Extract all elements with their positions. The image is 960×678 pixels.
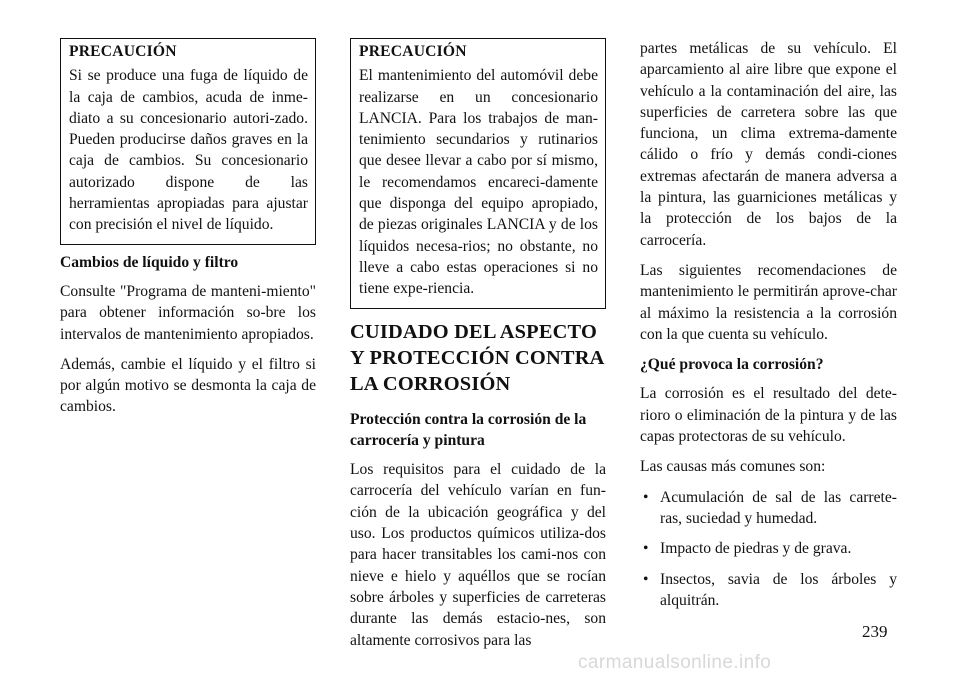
list-item-text: Acumulación de sal de las carrete-ras, suciedad y humedad. [660,488,897,527]
list-item-text: Impacto de piedras y de grava. [660,540,852,558]
bullet-icon: • [643,488,649,506]
caution-box-transmission [60,38,316,245]
page-number: 239 [862,622,888,641]
list-item-text: Insectos, savia de los árboles y alquitrán. [660,570,897,609]
paragraph-common-causes: Las causas más comunes son: [640,458,826,476]
fluid-filter-heading: Cambios de líquido y filtro [60,253,239,271]
corrosion-cause-heading: ¿Qué provoca la corrosión? [640,356,824,374]
caution-text: Si se produce una fuga de líquido de la caja de cambios, acuda de inme-diato a su concesionario autori-zado. Pueden producirse daños graves en la caja de cambios. Su concesionario autorizado dispone de las herramientas apropiadas para ajustar con precisión el nivel de líquido. [69,67,308,234]
column-3 [640,38,897,620]
column-2 [350,38,606,660]
column-1 [60,38,316,427]
watermark: carmanualsonline.info [578,652,772,673]
paragraph-metal-parts: partes metálicas de su vehículo. El aparcamiento al aire libre que expone el vehículo a la contaminación del aire, las superficies de carretera sobre las que funciona, un clima extrema-damente cálido o frío y demás condi-ciones extremas afectarán de manera adversa a la pintura, las guarniciones metálicas y la protección de los bajos de la carrocería. [640,40,897,249]
bullet-icon: • [643,540,649,558]
paragraph-corrosion-definition: La corrosión es el resultado del dete-rioro o eliminación de la pintura y de las capas protectoras de su vehículo. [640,385,897,446]
paragraph-maintenance-schedule: Consulte "Programa de manteni-miento" para obtener información so-bre los intervalos de mantenimiento apropiados. [60,282,316,343]
caution-box-maintenance [350,38,606,309]
caution-title: PRECAUCIÓN [69,43,177,60]
paragraph-body-care-requirements: Los requisitos para el cuidado de la carrocería del vehículo varían en fun-ción de la ubicación geográfica y del uso. Los productos químicos utiliza-dos para hacer transitables los cami-nos con nieve e hielo y aquéllos que se rocían sobre árboles y superficies de carreteras durante las demás estacio-nes, son altamente corrosivos para las [350,461,606,649]
causes-list [640,487,897,611]
paragraph-filter-change: Además, cambie el líquido y el filtro si por algún motivo se desmonta la caja de cambios. [60,355,316,416]
paragraph-recommendations: Las siguientes recomendaciones de mantenimiento le permitirán aprove-char al máximo la resistencia a la corrosión con la que cuenta su vehículo. [640,261,897,343]
list-item [640,487,897,530]
list-item [640,538,897,559]
caution-text: El mantenimiento del automóvil debe realizarse en un concesionario LANCIA. Para los trabajos de man-tenimiento secundarios y rutinarios que desee llevar a cabo por sí mismo, le recomendamos encareci-damente que disponga del equipo apropiado, de piezas originales LANCIA y de los líquidos necesa-rios; no obstante, no lleve a cabo estas operaciones si no tiene expe-riencia. [359,67,598,298]
caution-title: PRECAUCIÓN [359,43,467,60]
list-item [640,569,897,612]
bullet-icon: • [643,570,649,588]
body-paint-protection-heading: Protección contra la corrosión de la carrocería y pintura [350,410,587,449]
section-heading-appearance-care: CUIDADO DEL ASPECTO Y PROTECCIÓN CONTRA LA CORROSIÓN [350,320,604,395]
